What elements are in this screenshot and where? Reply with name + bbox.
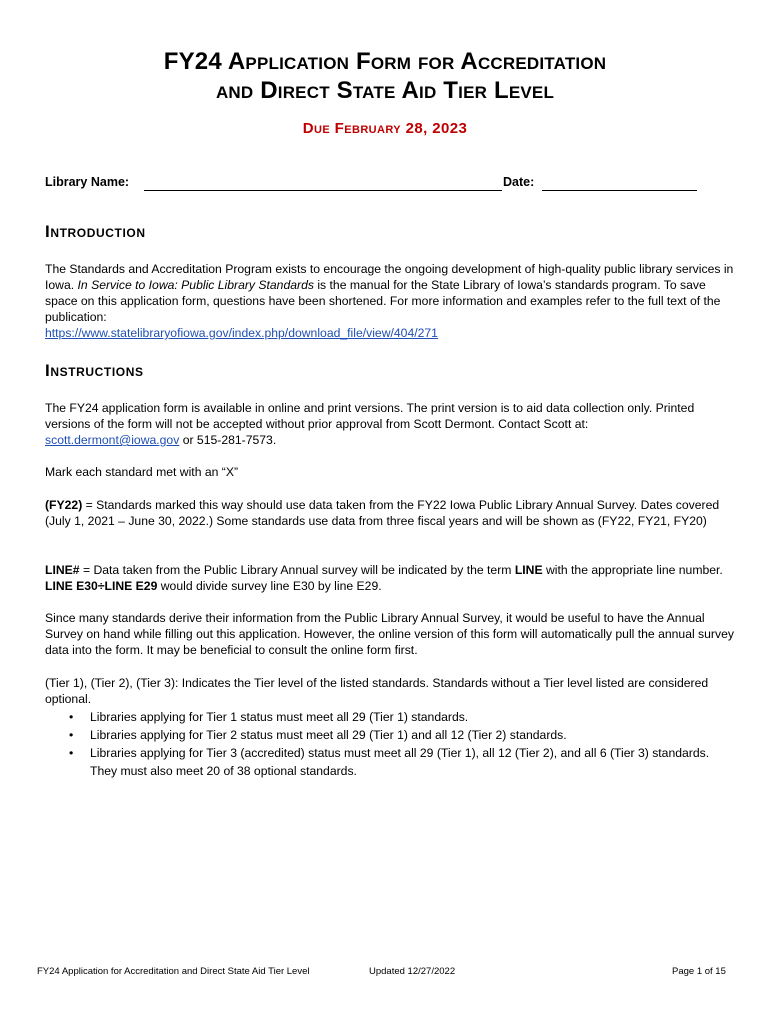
instructions-paragraph-mark: Mark each standard met with an “X”	[45, 465, 239, 479]
versions-text: The FY24 application form is available in online and print versions. The print version is to aid data collection only. Printed versions of the form will not be accepted without prior approval from Scott Dermont. Contact Scott at:	[45, 401, 695, 431]
library-name-label: Library Name:	[45, 175, 130, 189]
instructions-paragraph-tiers: (Tier 1), (Tier 2), (Tier 3): Indicates the Tier level of the listed standards. Standards without a Tier level listed are considered optional.	[45, 676, 709, 706]
manual-title: In Service to Iowa: Public Library Standards	[77, 278, 314, 292]
line-example: LINE E30÷LINE E29	[45, 579, 158, 593]
email-link[interactable]: scott.dermont@iowa.gov	[45, 433, 180, 447]
instructions-paragraph-fy22	[45, 497, 735, 529]
library-name-field[interactable]	[144, 190, 502, 191]
instructions-paragraph-survey: Since many standards derive their information from the Public Library Annual Survey, it would be useful to have the Annual Survey on hand while filling out this application. However, the online version of this form will automatically pull the annual survey data into the form. It may be beneficial to consult the online form first.	[45, 611, 734, 657]
date-field[interactable]	[542, 190, 697, 191]
intro-text-1: The Standards and Accreditation Program exists to encourage the ongoing development of high-quality public library services in Iowa.	[45, 262, 734, 292]
bullet-icon: •	[69, 728, 74, 742]
publication-link[interactable]: https://www.statelibraryofiowa.gov/index.php/download_file/view/404/271	[45, 326, 438, 340]
bullet-icon: •	[69, 710, 74, 724]
line-text-b: with the appropriate line number.	[545, 563, 723, 577]
line-term-2: LINE	[514, 563, 543, 577]
tier-1-requirement: Libraries applying for Tier 1 status must meet all 29 (Tier 1) standards.	[90, 710, 469, 724]
tier-3-requirement: Libraries applying for Tier 3 (accredited) status must meet all 29 (Tier 1), all 12 (Tier 2), and all 6 (Tier 3) standards. They must also meet 20 of 38 optional standards.	[90, 746, 710, 778]
instructions-paragraph-versions	[45, 400, 735, 448]
instructions-paragraph-line	[45, 562, 735, 594]
footer-page-number: Page 1 of 15	[672, 966, 726, 977]
footer-document-title: FY24 Application for Accreditation and Direct State Aid Tier Level	[37, 966, 310, 977]
introduction-heading: Introduction	[45, 222, 146, 241]
fy22-text: = Standards marked this way should use data taken from the FY22 Iowa Public Library Annual Survey. Dates covered (July 1, 2021 – June 30, 2022.) Some standards use data from three fiscal years and will be shown as (FY22, FY21, FY20)	[45, 498, 720, 528]
list-item	[45, 744, 735, 780]
line-term: LINE#	[45, 563, 80, 577]
date-label: Date:	[503, 175, 535, 189]
tier-requirements-list	[45, 708, 735, 780]
due-date: Due February 28, 2023	[302, 120, 468, 137]
library-name-date-line	[45, 175, 705, 195]
tier-2-requirement: Libraries applying for Tier 2 status must meet all 29 (Tier 1) and all 12 (Tier 2) standards.	[90, 728, 567, 742]
form-title-line-2: and Direct State Aid Tier Level	[215, 77, 555, 104]
introduction-paragraph	[45, 261, 735, 341]
list-item	[45, 726, 735, 744]
phone-text: or 515-281-7573.	[182, 433, 277, 447]
instructions-heading: Instructions	[45, 361, 144, 380]
bullet-icon: •	[69, 746, 74, 760]
line-text-c: would divide survey line E30 by line E29.	[160, 579, 382, 593]
line-text-a: = Data taken from the Public Library Annual survey will be indicated by the term	[82, 563, 512, 577]
intro-text-2: is the manual for the State Library of Iowa’s standards program. To save space on this application form, questions have been shortened. For more information and examples refer to the full text of the publication:	[45, 278, 721, 324]
footer-updated-date: Updated 12/27/2022	[369, 966, 456, 977]
form-title-line-1: FY24 Application Form for Accreditation	[163, 48, 607, 75]
list-item	[45, 708, 735, 726]
fy22-term: (FY22)	[45, 498, 83, 512]
